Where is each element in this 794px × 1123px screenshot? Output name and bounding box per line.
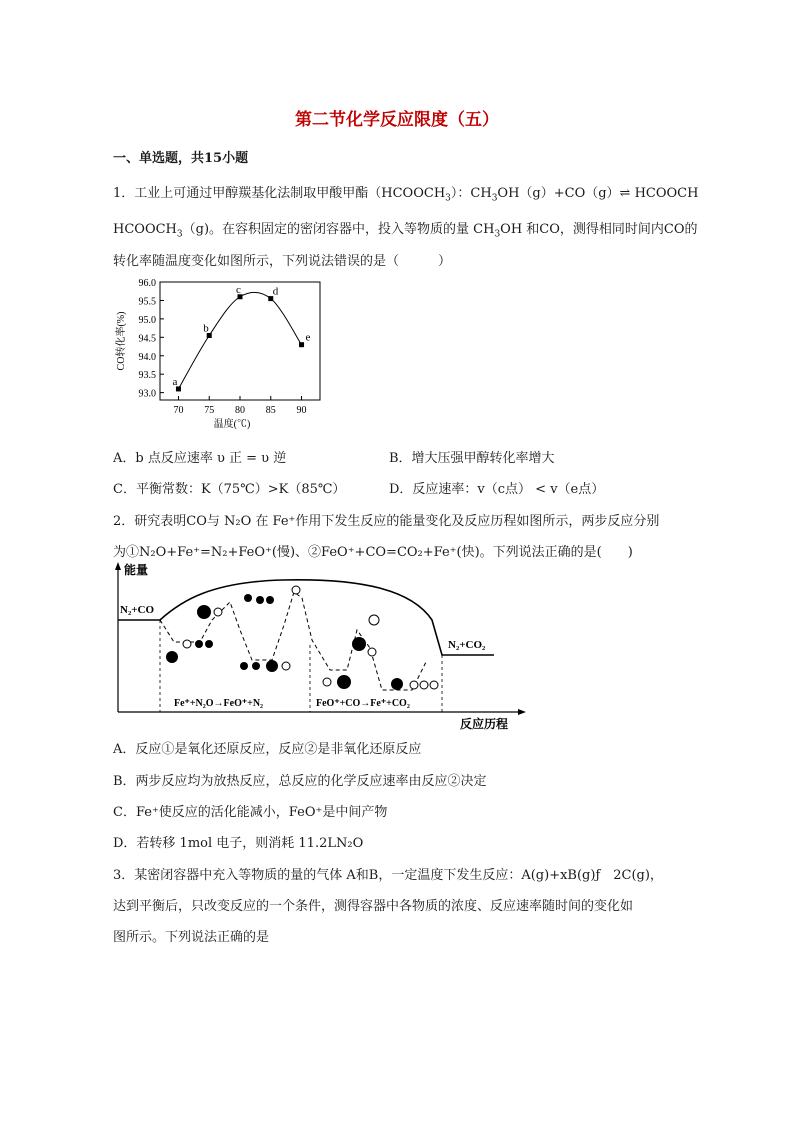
fe-ion-6 <box>391 678 403 690</box>
point-label-a: a <box>172 375 178 388</box>
q3-line1: 3．某密闭容器中充入等物质的量的气体 A和B，一定温度下发生反应：A(g)+xB(g)ƒ 2C(g)， <box>113 868 663 883</box>
atom <box>244 594 252 602</box>
x-tick-label: 90 <box>296 405 307 416</box>
energy-curve <box>118 580 494 655</box>
point-label-b: b <box>203 322 209 335</box>
q1-option-b: B．增大压强甲醇转化率增大 <box>389 451 555 466</box>
q3-line3: 图所示。下列说法正确的是 <box>113 930 270 945</box>
o-atom <box>292 586 300 594</box>
co-conversion-chart <box>112 274 332 438</box>
data-point-e <box>299 342 304 347</box>
x-axis-arrow <box>518 709 526 715</box>
point-label-d: d <box>272 285 279 298</box>
energy-diagram <box>112 560 532 736</box>
y-tick-label: 93.0 <box>138 388 156 400</box>
y-tick-label: 95.5 <box>138 296 156 308</box>
fe-ion-5 <box>352 637 366 651</box>
series-line <box>178 292 301 389</box>
c-atom <box>420 681 428 689</box>
q2-option-b: B．两步反应均为放热反应，总反应的化学反应速率由反应②决定 <box>113 774 487 789</box>
q1-option-c: C．平衡常数：K（75℃）>K（85℃） <box>113 482 346 497</box>
y-axis-label: 能量 <box>124 563 149 577</box>
q1-line1: 1．工业上可通过甲醇羰基化法制取甲酸甲酯$(HCOOCH_3)$：$CH_3OH(g)+CO(g)\rightleftharpoons$ HCOOCH <box>113 186 699 204</box>
o-atom <box>368 648 376 656</box>
x-tick-label: 70 <box>173 405 184 416</box>
q3-line2: 达到平衡后，只改变反应的一个条件，测得容器中各物质的浓度、反应速率随时间的变化如 <box>113 899 634 914</box>
q2-line2: 为①N₂O+Fe⁺=N₂+FeO⁺(慢)、②FeO⁺+CO=CO₂+Fe⁺(快)。下列说法正确的是( ) <box>113 545 633 560</box>
y-tick-label: 93.5 <box>138 370 156 382</box>
o-atom <box>214 608 222 616</box>
o-atom <box>410 681 418 689</box>
q1-line2: $HCOOCH_3(g)$。在容积固定的密闭容器中，投入等物质的量 $CH_3OH$ 和CO，测得相同时间内CO的 <box>113 222 698 240</box>
q1-line3: 转化率随温度变化如图所示，下列说法错误的是（ ） <box>113 254 452 269</box>
point-label-e: e <box>305 331 311 344</box>
atom <box>266 596 274 604</box>
fe-ion-3 <box>266 660 278 672</box>
step1-label: Fe⁺+N₂O→FeO⁺+N₂ <box>174 698 264 709</box>
plot-frame <box>160 282 320 400</box>
page-title: 第二节化学反应限度（五） <box>295 110 499 130</box>
o-atom <box>282 662 290 670</box>
n-atom <box>195 640 203 648</box>
atom <box>252 662 260 670</box>
q2-option-c: C．Fe⁺使反应的活化能减小，FeO⁺是中间产物 <box>113 805 388 820</box>
x-tick-label: 75 <box>204 405 215 416</box>
reactants-label: N₂+CO <box>120 604 155 616</box>
y-tick-label: 94.5 <box>138 333 156 345</box>
q1-option-d: D．反应速率：v（c点） < v（e点） <box>389 482 605 497</box>
q2-option-a: A．反应①是氧化还原反应，反应②是非氧化还原反应 <box>113 742 422 757</box>
q1-option-a: A．b 点反应速率 υ 正 = υ 逆 <box>113 451 287 466</box>
y-tick-label: 94.0 <box>138 351 156 363</box>
fe-ion-2 <box>197 605 211 619</box>
chart-svg <box>112 274 332 434</box>
energy-diagram-svg <box>112 560 532 732</box>
y-tick-label: 96.0 <box>138 278 156 289</box>
products-label: N₂+CO₂ <box>448 639 486 651</box>
y-axis-title: CO转化率(%) <box>116 311 127 371</box>
x-tick-label: 85 <box>265 405 276 416</box>
x-tick-label: 80 <box>235 405 245 416</box>
o-atom <box>323 678 331 686</box>
atom <box>240 662 248 670</box>
y-axis-arrow <box>115 562 121 570</box>
step2-label: FeO⁺+CO→Fe⁺+CO₂ <box>316 698 410 709</box>
o-atom <box>205 640 213 648</box>
atom <box>256 596 264 604</box>
fe-ion-1 <box>166 651 178 663</box>
q2-line1: 2．研究表明CO与 N₂O 在 Fe⁺作用下发生反应的能量变化及反应历程如图所示，两步反应分别 <box>113 514 660 529</box>
section-heading: 一、单选题，共15小题 <box>113 151 249 166</box>
x-axis-label: 反应历程 <box>460 717 509 731</box>
n-atom <box>183 640 191 648</box>
o-atom <box>430 681 438 689</box>
q2-option-d: D．若转移 1mol 电子，则消耗 11.2LN₂O <box>113 836 364 851</box>
x-axis-title: 温度(℃) <box>213 419 251 430</box>
o-atom <box>369 615 379 625</box>
point-label-c: c <box>236 283 241 296</box>
fe-ion-4 <box>337 675 351 689</box>
y-tick-label: 95.0 <box>138 314 156 326</box>
